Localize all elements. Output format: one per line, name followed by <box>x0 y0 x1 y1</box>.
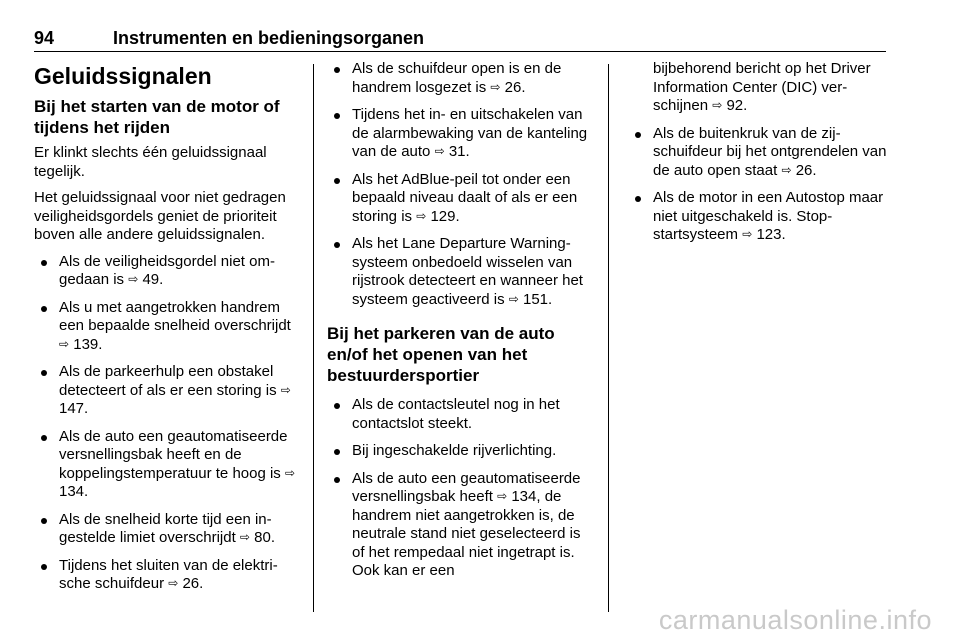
list-item <box>628 189 892 245</box>
page-reference-arrow-icon: ⇨ <box>168 576 179 590</box>
page-reference: 31. <box>448 143 470 160</box>
list-item <box>34 253 304 290</box>
bullet-icon <box>41 306 47 312</box>
bullet-icon <box>41 370 47 376</box>
header-rule <box>34 51 886 52</box>
page-header <box>34 28 886 52</box>
page-reference-arrow-icon: ⇨ <box>416 208 427 223</box>
bullet-list <box>34 253 304 594</box>
page-reference-arrow-icon: ⇨ <box>128 272 139 286</box>
subsection-title: Bij het starten van de motor of tijdens het rijden <box>34 97 280 137</box>
column-2 <box>327 60 593 590</box>
page-reference-arrow-icon: ⇨ <box>280 382 291 397</box>
list-item-text: Als de veiligheidsgordel niet omgedaan is <box>59 252 275 288</box>
bullet-icon <box>41 518 47 524</box>
section-title: Geluidssignalen <box>34 63 212 89</box>
page-reference: 129. <box>430 207 460 225</box>
list-item-text: Als de motor in een Autostop maar niet uitgeschakeld is. Stop-startsysteem <box>653 189 884 243</box>
page-reference-arrow-icon: ⇨ <box>497 489 508 503</box>
list-item <box>34 511 304 548</box>
list-item-text: Tijdens het sluiten van de elektrische schuifdeur <box>59 556 278 592</box>
list-item-text: bijbehorend bericht op het Driver Information Center (DIC) verschijnen <box>653 60 871 114</box>
page-number: 94 <box>34 28 55 48</box>
list-item <box>34 557 304 594</box>
list-item <box>327 470 593 581</box>
list-item <box>34 428 304 502</box>
page-reference: 151. <box>522 290 553 308</box>
list-item-text: Als de parkeerhulp een obstakel detecteert of als er een storing is <box>59 363 277 399</box>
bullet-icon <box>334 477 340 483</box>
bullet-list <box>327 396 593 581</box>
page-reference: 26. <box>182 575 204 592</box>
page-reference-arrow-icon: ⇨ <box>434 144 445 158</box>
column-divider-2 <box>608 64 609 612</box>
page-reference: 80. <box>254 529 276 546</box>
page-reference: 134, de handrem niet aangetrokken is, de neutrale stand niet geselecteerd is of het rempedaal niet ingetrapt is. Ook kan er een <box>352 488 581 579</box>
bullet-icon <box>635 196 641 202</box>
page-reference: 49. <box>142 271 164 288</box>
page-reference-arrow-icon: ⇨ <box>59 336 70 351</box>
bullet-icon <box>41 435 47 441</box>
page-reference: 139. <box>73 335 103 353</box>
list-item <box>327 60 593 97</box>
subsection-title: Bij het parkeren van de auto en/of het openen van het bestuurdersportier <box>327 324 555 385</box>
page-reference-arrow-icon: ⇨ <box>508 291 519 306</box>
list-item-text: Als het AdBlue-peil tot onder een bepaald niveau daalt of als er een storing is <box>352 170 578 225</box>
bullet-icon <box>334 449 340 455</box>
bullet-icon <box>334 242 340 248</box>
bullet-icon <box>334 67 340 73</box>
column-3 <box>628 60 892 254</box>
page-reference: 134. <box>59 483 89 500</box>
list-item <box>327 442 593 461</box>
bullet-icon <box>41 564 47 570</box>
list-item-text: Als de buitenkruk van de zijschuifdeur bij het ontgrendelen van de auto open staat <box>653 124 887 179</box>
chapter-title: Instrumenten en bedieningsorganen <box>113 28 425 48</box>
page-reference-arrow-icon: ⇨ <box>712 98 723 112</box>
page-reference-arrow-icon: ⇨ <box>781 162 792 177</box>
column-divider-1 <box>313 64 314 612</box>
column-1 <box>34 60 304 603</box>
list-item-text: Bij ingeschakelde rijverlichting. <box>352 442 557 459</box>
page-reference-arrow-icon: ⇨ <box>239 530 250 544</box>
bullet-icon <box>334 113 340 119</box>
list-item <box>327 396 593 433</box>
page-reference-arrow-icon: ⇨ <box>742 227 753 241</box>
list-item-text: Als de snelheid korte tijd een ingestelde limiet overschrijdt <box>59 510 272 546</box>
bullet-list <box>327 60 593 309</box>
list-item <box>34 363 304 419</box>
continued-list-item <box>653 60 892 116</box>
page-reference: 123. <box>756 226 786 243</box>
list-item-text: Tijdens het in- en uitschakelen van de alarmbewaking van de kanteling van de auto <box>352 106 588 160</box>
list-item-text: Als de auto een geautomatiseerde versnellingsbak heeft en de koppelingstemperatuur te hoog is <box>59 427 288 482</box>
list-item <box>34 299 304 355</box>
page-reference-arrow-icon: ⇨ <box>284 465 296 480</box>
list-item-text: Als de contactsleutel nog in het contactslot steekt. <box>352 396 560 432</box>
list-item-text: Als u met aangetrokken handrem een bepaalde snelheid overschrijdt <box>59 298 291 334</box>
watermark: carmanualsonline.info <box>658 605 932 635</box>
list-item-text: Als het Lane Departure Warning-systeem onbedoeld wisselen van rijstrook detecteert en wanneer het systeem geactiveerd is <box>352 235 583 308</box>
page-reference-arrow-icon: ⇨ <box>490 79 501 94</box>
list-item <box>327 106 593 162</box>
list-item <box>327 171 593 227</box>
bullet-icon <box>635 132 641 138</box>
list-item-text: Als de schuifdeur open is en de handrem losgezet is <box>352 60 562 96</box>
page-reference: 92. <box>726 97 748 114</box>
page-reference: 147. <box>59 400 89 417</box>
list-item <box>628 125 892 181</box>
paragraph: Het geluidssignaal voor niet gedragen veiligheidsgordels geniet de prioriteit boven alle andere geluidssignalen. <box>34 189 286 243</box>
paragraph: Er klinkt slechts één geluidssignaal tegelijk. <box>34 144 267 180</box>
bullet-icon <box>334 403 340 409</box>
bullet-icon <box>41 260 47 266</box>
bullet-icon <box>334 178 340 184</box>
page-reference: 26. <box>795 161 817 179</box>
page-reference: 26. <box>504 78 526 96</box>
bullet-list <box>628 125 892 245</box>
list-item-text: Als de auto een geautomatiseerde versnellingsbak heeft <box>352 469 581 505</box>
list-item <box>327 235 593 309</box>
